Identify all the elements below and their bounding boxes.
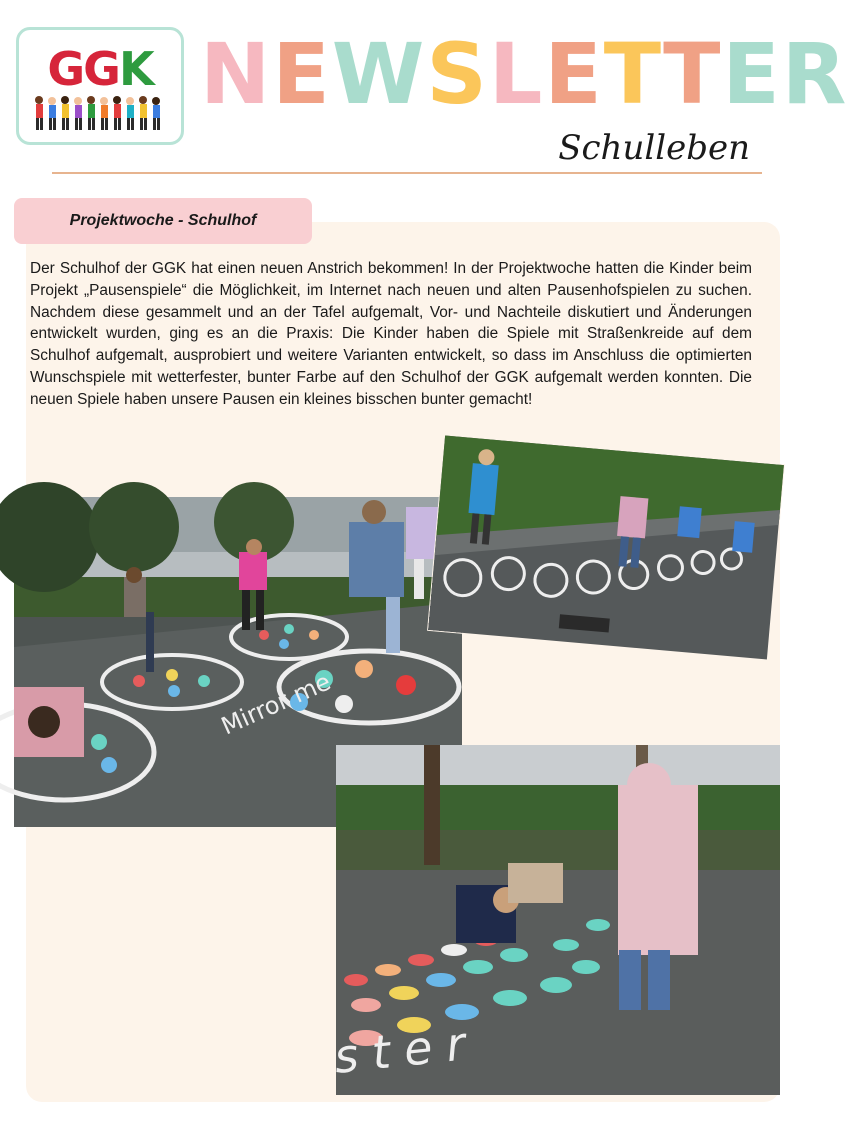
masthead-letter: N	[200, 25, 273, 123]
masthead-letter: E	[722, 25, 782, 123]
logo-children-illustration	[33, 94, 167, 134]
header-divider	[52, 172, 762, 174]
photo-twister-dots	[331, 745, 780, 1095]
masthead-letter: E	[272, 25, 332, 123]
masthead-letter: S	[426, 25, 489, 123]
school-logo	[16, 27, 184, 145]
masthead-letter: W	[331, 25, 427, 123]
masthead-letter: E	[544, 25, 604, 123]
masthead-letter: T	[603, 25, 664, 123]
masthead-letter: R	[781, 25, 848, 123]
painted-text-mirror-me: Mirror me	[217, 667, 335, 741]
photo-hopping-circles	[428, 436, 784, 660]
article-body: Der Schulhof der GGK hat einen neuen Anstrich bekommen! In der Projektwoche hatten die Kinder beim Projekt „Pausenspiele“ die Möglichkeit, im Internet nach neuen und alten Pausenhofspielen zu suchen. Nachdem diese gesammelt und an der Tafel aufgemalt, Vor- und Nachteile diskutiert und Änderungen entwickelt wurden, ging es an die Praxis: Die Kinder haben die Spiele mit Straßenkreide auf dem Schulhof aufgemalt, ausprobiert und weitere Varianten entwickelt, so dass im Anschluss die optimierten Wunschspiele mit wetterfester, bunter Farbe auf den Schulhof der GGK aufgemalt werden konnten. Die neuen Spiele haben unsere Pausen ein kleines bisschen bunter gemacht!	[30, 260, 752, 408]
section-subtitle: Schulleben	[558, 128, 750, 168]
painted-text-ster: ster	[331, 1015, 482, 1084]
newsletter-title	[200, 24, 848, 124]
masthead-letter: L	[488, 25, 545, 123]
section-tag: Projektwoche - Schulhof	[14, 198, 312, 244]
masthead-letter: T	[663, 25, 723, 123]
logo-lettering: GGK	[47, 42, 153, 96]
